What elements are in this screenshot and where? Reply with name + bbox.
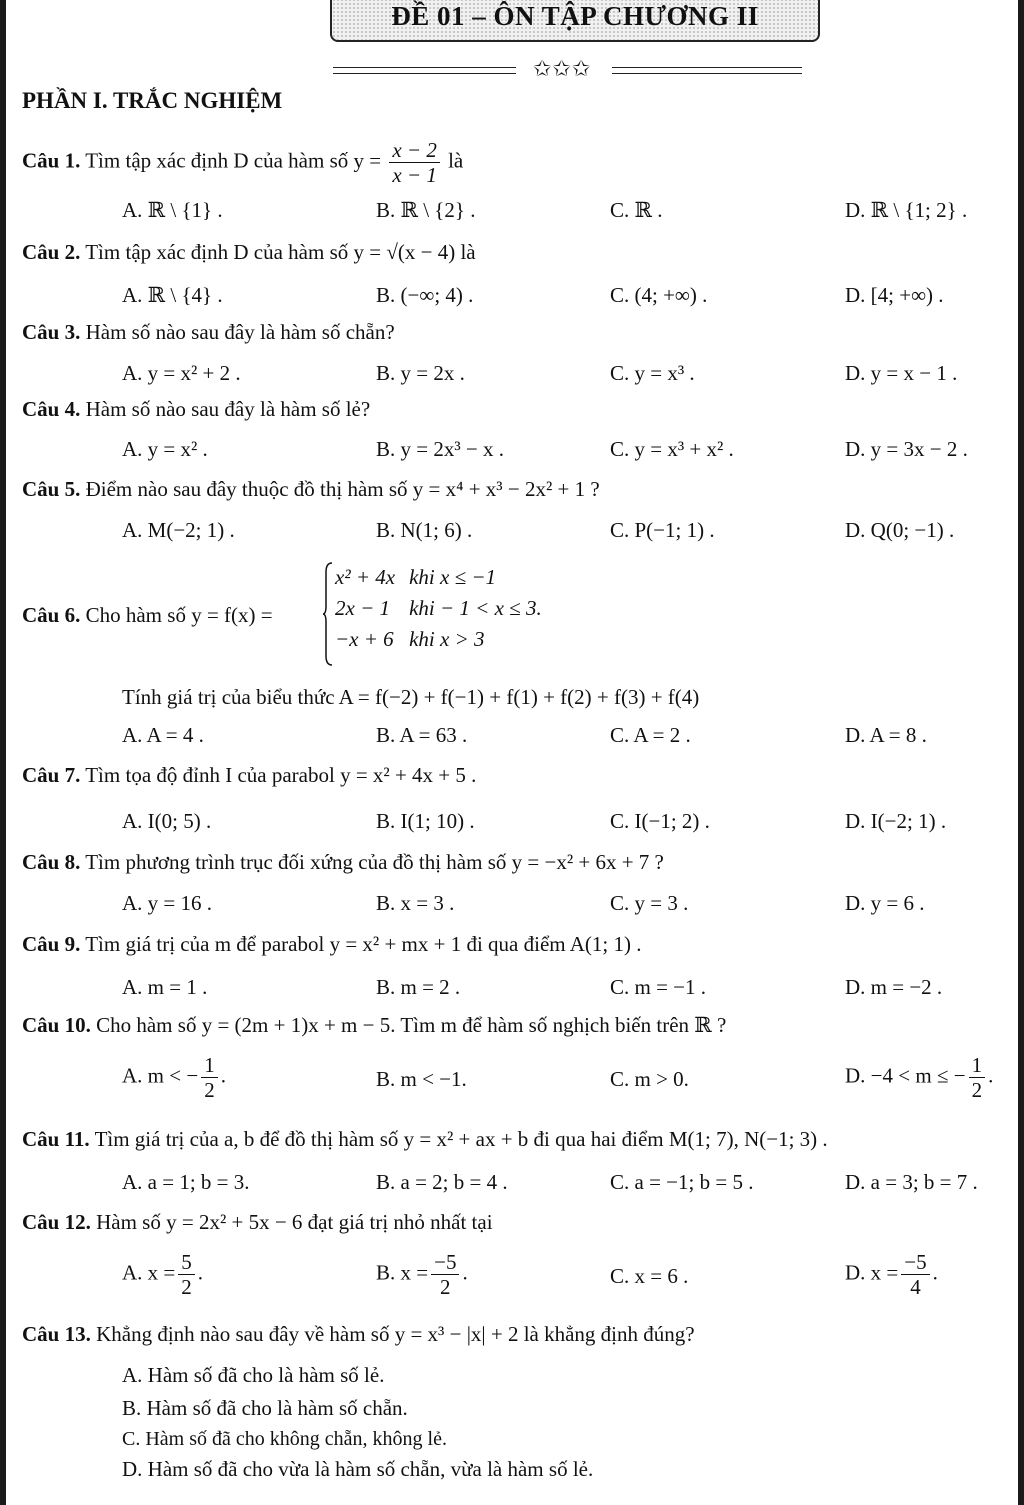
option-a[interactable]: A. m = 1 . xyxy=(122,975,208,999)
question-text: Tìm giá trị của a, b để đồ thị hàm số y = x² + ax + b đi qua hai điểm M(1; 7), N(−1; 3) . xyxy=(94,1127,828,1151)
title-divider xyxy=(0,56,1024,90)
option-d[interactable]: D. x = $\frac{-5}{4}$ . xyxy=(845,1250,938,1299)
option-a[interactable]: A. m < − $\frac{1}{2}$ . xyxy=(122,1053,226,1102)
option-d[interactable]: D. ℝ \ {1; 2} . xyxy=(845,198,968,222)
option-d[interactable]: D. y = x − 1 . xyxy=(845,361,958,385)
option-b[interactable]: B. x = 3 . xyxy=(376,891,455,915)
option-c[interactable]: C. m = −1 . xyxy=(610,975,707,999)
question-6-subtext: Tính giá trị của biểu thức A = f(−2) + f(−1) + f(1) + f(2) + f(3) + f(4) xyxy=(122,685,700,709)
question-text: Tìm phương trình trục đối xứng của đồ thị hàm số y = −x² + 6x + 7 ? xyxy=(85,850,664,874)
question-text: Tìm tọa độ đỉnh I của parabol y = x² + 4x + 5 . xyxy=(85,763,477,787)
option-a[interactable]: A. y = x² . xyxy=(122,437,208,461)
question-number: Câu 12. xyxy=(22,1210,91,1234)
question-number: Câu 5. xyxy=(22,477,81,501)
stars-ornament: ✩✩✩ xyxy=(533,56,592,81)
question-text: Hàm số y = 2x² + 5x − 6 đạt giá trị nhỏ nhất tại xyxy=(96,1210,493,1234)
question-2 xyxy=(22,240,476,265)
question-1: Câu 1. Tìm tập xác định D của hàm số y = $\frac{x - 2}{x - 1}$ là xyxy=(22,138,464,187)
question-number: Câu 13. xyxy=(22,1322,91,1346)
option-d[interactable]: D. I(−2; 1) . xyxy=(845,809,947,833)
question-text: Tìm tập xác định D của hàm số y = xyxy=(85,148,382,173)
option-a[interactable]: A. x = $\frac{5}{2}$ . xyxy=(122,1250,204,1299)
question-9 xyxy=(22,932,641,957)
question-text: Cho hàm số y = f(x) = xyxy=(85,603,273,627)
question-text: Hàm số nào sau đây là hàm số lẻ? xyxy=(85,397,371,421)
option-c[interactable]: C. (4; +∞) . xyxy=(610,283,708,307)
question-number: Câu 7. xyxy=(22,763,81,787)
option-a[interactable]: A. y = x² + 2 . xyxy=(122,361,241,385)
question-number: Câu 3. xyxy=(22,320,81,344)
option-d[interactable]: D. A = 8 . xyxy=(845,723,927,747)
fraction: $\frac{x - 2}{x - 1}$ xyxy=(389,138,440,187)
question-7 xyxy=(22,763,476,788)
option-c[interactable]: C. I(−1; 2) . xyxy=(610,809,710,833)
question-8 xyxy=(22,850,664,875)
option-b[interactable]: B. a = 2; b = 4 . xyxy=(376,1170,508,1194)
fraction: $\frac{1}{2}$ xyxy=(201,1053,218,1102)
question-3 xyxy=(22,320,395,345)
option-c[interactable]: C. y = 3 . xyxy=(610,891,689,915)
question-number: Câu 2. xyxy=(22,240,81,264)
option-c[interactable]: C. ℝ . xyxy=(610,198,663,222)
case-row: 2x − 1 khi − 1 < x ≤ 3. xyxy=(335,596,542,620)
question-text: Hàm số nào sau đây là hàm số chẵn? xyxy=(85,320,395,344)
fraction: $\frac{5}{2}$ xyxy=(178,1250,195,1299)
question-13 xyxy=(22,1322,695,1347)
option-b[interactable]: B. y = 2x³ − x . xyxy=(376,437,504,461)
option-a[interactable]: A. a = 1; b = 3. xyxy=(122,1170,250,1194)
fraction: $\frac{-5}{4}$ xyxy=(901,1250,929,1299)
option-c[interactable]: C. Hàm số đã cho không chẵn, không lẻ. xyxy=(122,1428,447,1450)
option-b[interactable]: B. I(1; 10) . xyxy=(376,809,475,833)
question-5 xyxy=(22,477,600,502)
option-b[interactable]: B. y = 2x . xyxy=(376,361,465,385)
question-12 xyxy=(22,1210,493,1235)
fraction: $\frac{-5}{2}$ xyxy=(431,1250,459,1299)
question-number: Câu 6. xyxy=(22,603,81,627)
question-number: Câu 8. xyxy=(22,850,81,874)
question-11 xyxy=(22,1127,828,1152)
option-b[interactable]: B. m < −1. xyxy=(376,1067,467,1091)
left-border xyxy=(0,0,6,1505)
question-text: Điểm nào sau đây thuộc đồ thị hàm số y = x⁴ + x³ − 2x² + 1 ? xyxy=(85,477,600,501)
exam-title: ĐỀ 01 – ÔN TẬP CHƯƠNG II xyxy=(330,0,820,42)
option-d[interactable]: D. y = 6 . xyxy=(845,891,925,915)
question-text: Khẳng định nào sau đây về hàm số y = x³ − |x| + 2 là khẳng định đúng? xyxy=(96,1322,695,1346)
question-number: Câu 1. xyxy=(22,148,81,173)
option-c[interactable]: C. m > 0. xyxy=(610,1067,689,1091)
question-number: Câu 11. xyxy=(22,1127,90,1151)
option-d[interactable]: D. m = −2 . xyxy=(845,975,943,999)
option-b[interactable]: B. (−∞; 4) . xyxy=(376,283,474,307)
option-d[interactable]: D. −4 < m ≤ − $\frac{1}{2}$ . xyxy=(845,1053,994,1102)
option-c[interactable]: C. a = −1; b = 5 . xyxy=(610,1170,754,1194)
option-c[interactable]: C. y = x³ + x² . xyxy=(610,437,734,461)
case-row: −x + 6 khi x > 3 xyxy=(335,627,485,651)
option-b[interactable]: B. Hàm số đã cho là hàm số chẵn. xyxy=(122,1396,408,1420)
option-d[interactable]: D. a = 3; b = 7 . xyxy=(845,1170,978,1194)
option-a[interactable]: A. ℝ \ {4} . xyxy=(122,283,223,307)
option-b[interactable]: B. m = 2 . xyxy=(376,975,461,999)
fraction: $\frac{1}{2}$ xyxy=(969,1053,986,1102)
question-4 xyxy=(22,397,370,422)
option-c[interactable]: C. A = 2 . xyxy=(610,723,691,747)
option-b[interactable]: B. x = $\frac{-5}{2}$ . xyxy=(376,1250,468,1299)
option-d[interactable]: D. [4; +∞) . xyxy=(845,283,944,307)
question-6 xyxy=(22,603,273,628)
question-number: Câu 10. xyxy=(22,1013,91,1037)
option-b[interactable]: B. A = 63 . xyxy=(376,723,468,747)
option-a[interactable]: A. Hàm số đã cho là hàm số lẻ. xyxy=(122,1363,385,1387)
right-border xyxy=(1018,0,1024,1505)
option-d[interactable]: D. Hàm số đã cho vừa là hàm số chẵn, vừa là hàm số lẻ. xyxy=(122,1457,594,1481)
option-c[interactable]: C. y = x³ . xyxy=(610,361,695,385)
case-row: x² + 4x khi x ≤ −1 xyxy=(335,565,497,589)
question-text: Tìm giá trị của m để parabol y = x² + mx + 1 đi qua điểm A(1; 1) . xyxy=(85,932,642,956)
option-c[interactable]: C. P(−1; 1) . xyxy=(610,518,715,542)
left-brace-icon xyxy=(323,562,333,666)
option-a[interactable]: A. I(0; 5) . xyxy=(122,809,212,833)
section-heading: PHẦN I. TRẮC NGHIỆM xyxy=(22,88,283,113)
option-a[interactable]: A. y = 16 . xyxy=(122,891,213,915)
option-b[interactable]: B. N(1; 6) . xyxy=(376,518,473,542)
option-a[interactable]: A. A = 4 . xyxy=(122,723,204,747)
option-c[interactable]: C. x = 6 . xyxy=(610,1264,689,1288)
question-number: Câu 9. xyxy=(22,932,81,956)
option-a[interactable]: A. M(−2; 1) . xyxy=(122,518,235,542)
option-a[interactable]: A. ℝ \ {1} . xyxy=(122,198,223,222)
option-d[interactable]: D. y = 3x − 2 . xyxy=(845,437,968,461)
piecewise-cases xyxy=(335,562,556,655)
question-text: Cho hàm số y = (2m + 1)x + m − 5. Tìm m để hàm số nghịch biến trên ℝ ? xyxy=(96,1013,727,1037)
question-text: Tìm tập xác định D của hàm số y = √(x − 4) là xyxy=(85,240,476,264)
piecewise-function xyxy=(335,562,556,655)
question-number: Câu 4. xyxy=(22,397,81,421)
option-b[interactable]: B. ℝ \ {2} . xyxy=(376,198,476,222)
question-10 xyxy=(22,1013,726,1038)
option-d[interactable]: D. Q(0; −1) . xyxy=(845,518,955,542)
